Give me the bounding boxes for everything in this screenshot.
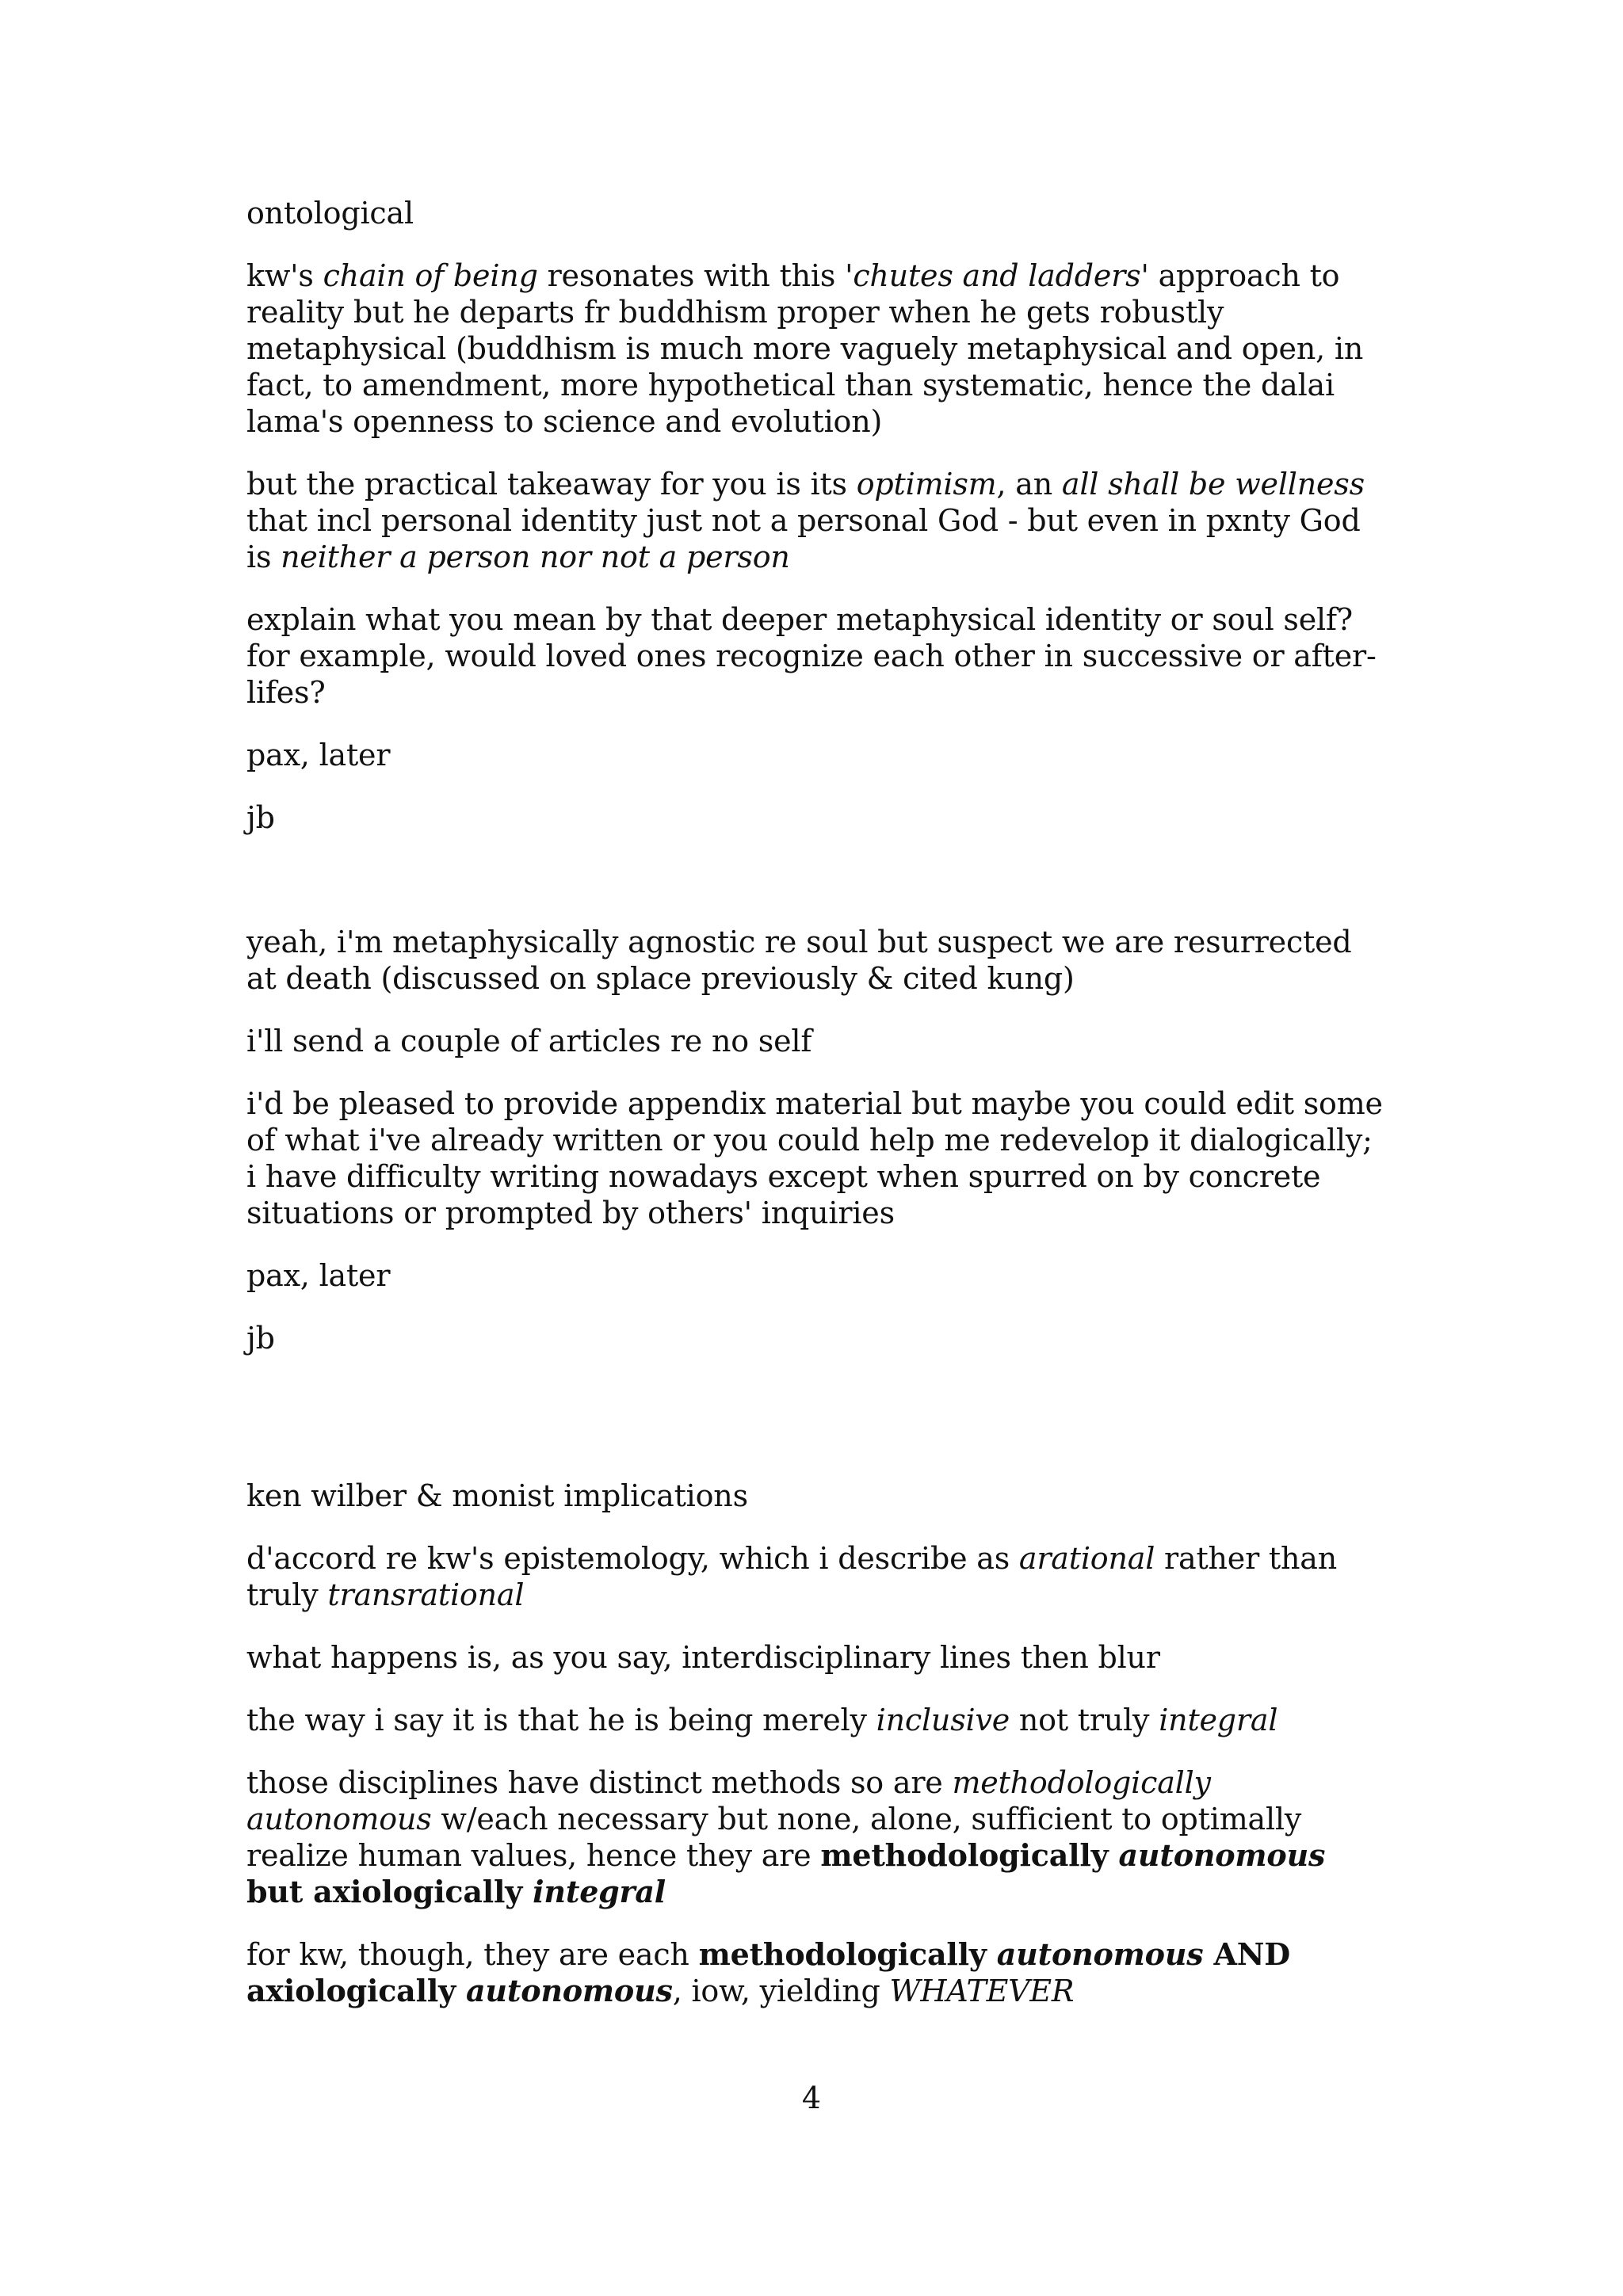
paragraph [246, 1540, 1388, 1613]
text-run: the way i say it is that he is being merely [246, 1703, 876, 1737]
text-run: for kw, though, they are each [246, 1937, 699, 1972]
text-run: kw's [246, 258, 323, 293]
page-number: 4 [801, 2081, 822, 2115]
text-run: , an [996, 467, 1062, 502]
text-run: but the practical takeaway for you is its [246, 467, 857, 502]
bold-italic-run [997, 1936, 1204, 1972]
text-run: that incl personal identity just not a personal God - but even in pxnty God is [246, 503, 1361, 574]
text-run: not truly [1010, 1703, 1159, 1737]
bold-italic-run [533, 1874, 666, 1909]
italic-run: 'chutes and ladders' [845, 258, 1149, 293]
signoff: pax, later [246, 1258, 391, 1293]
text-run: d'accord re kw's epistemology, which i describe as [246, 1541, 1019, 1576]
paragraph [246, 1936, 1388, 2009]
text-run: approach to reality but he departs fr buddhism proper when he gets robustly metaphysical (buddhism is much more vaguely metaphysical and open, in fact, to amendment, more hypothetical than systematic, hence the dalai lama's openness to science and evolution) [246, 258, 1364, 439]
italic-run: methodologically autonomous [246, 1765, 1211, 1836]
bold-run: methodologically [698, 1936, 997, 1972]
bold-run: AND axiologically [246, 1936, 1291, 2008]
bold-run: but axiologically [246, 1874, 533, 1909]
signoff: pax, later [246, 738, 391, 772]
italic-run: arational [1018, 1541, 1155, 1576]
italic-run: autonomous [996, 1936, 1204, 1972]
italic-run: chain of being [323, 258, 538, 293]
paragraph: yeah, i'm metaphysically agnostic re soul but suspect we are resurrected at death (discussed on splace previously & cited kung) [246, 925, 1352, 996]
text-run: rather than truly [246, 1541, 1338, 1612]
italic-run: neither a person nor not a person [281, 540, 790, 574]
paragraph: i'll send a couple of articles re no self [246, 1024, 812, 1058]
signature: jb [246, 800, 275, 835]
italic-run: WHATEVER [889, 1974, 1075, 2008]
italic-run: autonomous [1118, 1837, 1326, 1873]
paragraph [246, 1702, 1388, 1738]
spacer [246, 862, 1388, 924]
text-run: w/each necessary but none, alone, sufficient to optimally realize human values, hence they are [246, 1802, 1302, 1873]
signature: jb [246, 1321, 275, 1356]
bold-run: methodologically [820, 1837, 1119, 1873]
text-run: resonates with this [537, 258, 846, 293]
heading-text: ken wilber & monist implications [246, 1478, 748, 1513]
paragraph: explain what you mean by that deeper metaphysical identity or soul self? for example, would loved ones recognize each other in successive or after-lifes? [246, 602, 1377, 710]
italic-run: inclusive [876, 1703, 1010, 1737]
paragraph [246, 1764, 1388, 1910]
section-heading-ken-wilber [246, 1478, 1388, 1514]
italic-run: all shall be wellness [1061, 467, 1365, 502]
italic-run: integral [1159, 1703, 1278, 1737]
heading-text: ontological [246, 196, 414, 231]
spacer [246, 1383, 1388, 1478]
paragraph [246, 257, 1388, 440]
section-heading-ontological [246, 195, 1388, 231]
document-body [246, 195, 1388, 2035]
italic-run: transrational [327, 1577, 525, 1612]
text-run: those disciplines have distinct methods so are [246, 1765, 953, 1800]
paragraph: i'd be pleased to provide appendix material but maybe you could edit some of what i've already written or you could help me redevelop it dialogically; i have difficulty writing nowadays except when spurred on by concrete situations or prompted by others' inquiries [246, 1086, 1383, 1230]
italic-run: optimism [856, 467, 997, 502]
bold-italic-run [466, 1973, 673, 2008]
italic-run: integral [533, 1874, 666, 1909]
paragraph [246, 466, 1388, 575]
bold-italic-run [1119, 1837, 1326, 1873]
italic-run: autonomous [466, 1973, 673, 2008]
paragraph: what happens is, as you say, interdisciplinary lines then blur [246, 1640, 1160, 1675]
text-run: , iow, yielding [672, 1974, 890, 2008]
